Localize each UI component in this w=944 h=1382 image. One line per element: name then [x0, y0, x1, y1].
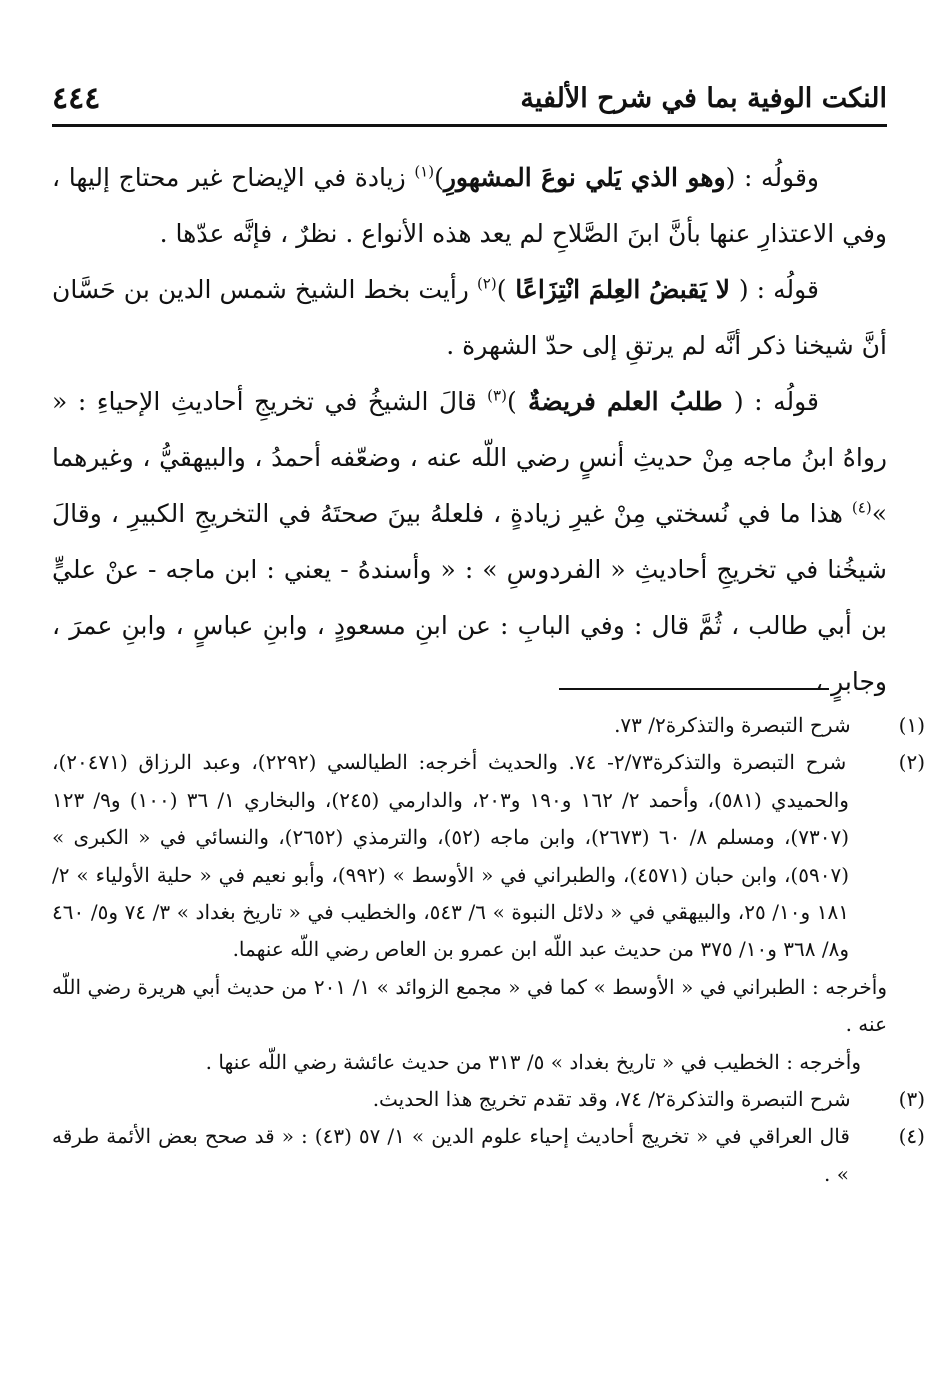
- footnote-3-text: شرح التبصرة والتذكرة٢/ ٧٤، وقد تقدم تخريج هذا الحديث.: [372, 1087, 851, 1112]
- paragraph-2: [52, 262, 887, 374]
- footnote-ref-4: (٤): [851, 498, 872, 517]
- footnote-1-label: (١): [898, 713, 925, 737]
- p3-text-2: هذا ما في نُسختي مِنْ غيرِ زيادةٍ ، فلعلهُ بينَ صحتَهُ في التخريجِ الكبيرِ ، وقالَ شيخُنا في تخريجِ أحاديثِ « الفردوسِ » : « وأسندهُ - يعني : ابن ماجه - عنْ عليٍّ بن أبي طالب ، ثُمَّ قال : وفي البابِ : عن ابنِ مسعودٍ ، وابنِ عباسٍ ، وابنِ عمرَ ، وجابرٍ ،: [52, 499, 887, 696]
- footnote-1-text: شرح التبصرة والتذكرة٢/ ٧٣.: [614, 713, 851, 737]
- main-text: [52, 150, 887, 710]
- footnote-ref-1: (١): [414, 162, 435, 181]
- footnote-2-para-3-text: وأخرجه : الخطيب في « تاريخ بغداد » ٥/ ٣١٣ من حديث عائشة رضي اللّه عنها .: [205, 1049, 861, 1074]
- footnote-2-para-2: [52, 969, 887, 1044]
- footnote-2-label: (٢): [898, 750, 925, 775]
- footnotes: [52, 707, 925, 1193]
- footnote-ref-2: (٢): [476, 274, 497, 293]
- footnote-2-text: شرح التبصرة والتذكرة٢/٧٣- ٧٤. والحديث أخرجه: الطيالسي (٢٢٩٢)، وعبد الرزاق (٢٠٤٧١)، والحميدي (٥٨١)، وأحمد ٢/ ١٦٢ و١٩٠ و٢٠٣، والدارمي (٢٤٥)، والبخاري ١/ ٣٦ (١٠٠) و٩/ ١٢٣ (٧٣٠٧)، ومسلم ٨/ ٦٠ (٢٦٧٣)، وابن ماجه (٥٢)، والترمذي (٢٦٥٢)، والنسائي في « الكبرى » (٥٩٠٧)، وابن حبان (٤٥٧١)، والطبراني في « الأوسط » (٩٩٢)، وأبو نعيم في « حلية الأولياء » ٢/ ١٨١ و١٠/ ٢٥، والبيهقي في « دلائل النبوة » ٦/ ٥٤٣، والخطيب في « تاريخ بغداد » ٣/ ٧٤ و٥/ ٤٦٠ و٨/ ٣٦٨ و١٠/ ٣٧٥ من حديث عبد اللّه ابن عمرو بن العاص رضي اللّه عنهما.: [52, 750, 849, 962]
- p2-lead: قولُه : (: [738, 275, 819, 304]
- p3-quote: طلبُ العلم فريضةٌ: [516, 387, 734, 416]
- footnote-2-para-3: [52, 1044, 887, 1081]
- p1-text: زيادة في الإيضاح غير محتاج إليها ، وفي الاعتذارِ عنها بأنَّ ابنَ الصَّلاحِ لم يعد هذه الأنواع . نظرٌ ، فإنَّه عدّها .: [52, 163, 887, 248]
- page-number: ٤٤٤: [52, 81, 101, 116]
- footnote-4: [52, 1118, 925, 1193]
- running-title: النكت الوفية بما في شرح الألفية: [520, 83, 887, 114]
- p1-close: ): [434, 163, 444, 192]
- footnote-3-label: (٣): [898, 1087, 925, 1112]
- footnote-2-para-2-text: وأخرجه : الطبراني في « الأوسط » كما في « مجمع الزوائد » ١/ ٢٠١ من حديث أبي هريرة رضي اللّه عنه .: [52, 974, 887, 1037]
- p3-text-1: قالَ الشيخُ في تخريجِ أحاديثِ الإحياءِ : « رواهُ ابنُ ماجه مِنْ حديثِ أنسٍ رضي اللّه عنه ، وضعّفه أحمدُ ، والبيهقيُّ ، وغيرهما »: [52, 387, 887, 528]
- footnote-separator: [559, 688, 829, 690]
- footnote-4-text: قال العراقي في « تخريج أحاديث إحياء علوم الدين » ١/ ٥٧ (٤٣) : « قد صحح بعض الأئمة طرقه » .: [52, 1124, 850, 1186]
- footnote-4-label: (٤): [898, 1124, 925, 1149]
- footnote-1: [52, 707, 925, 744]
- footnote-2: [52, 744, 925, 968]
- p2-close: ): [496, 275, 507, 304]
- header-rule: [52, 124, 887, 127]
- paragraph-1: [52, 150, 887, 262]
- footnote-ref-3: (٣): [487, 386, 507, 405]
- p3-lead: قولُه : (: [733, 387, 819, 416]
- p2-quote: لا يَقبضُ العِلمَ انْتِزَاعًا: [506, 275, 739, 304]
- footnote-3: [52, 1081, 925, 1118]
- p1-lead: وقولُه : (: [725, 163, 819, 192]
- p2-text: رأيت بخط الشيخ شمس الدين بن حَسَّان أنَّ شيخنا ذكر أنَّه لم يرتقِ إلى حدّ الشهرة .: [52, 275, 887, 360]
- page-header: [52, 68, 887, 118]
- p1-quote: وهو الذي يَلي نوعَ المشهورِ: [443, 163, 726, 192]
- paragraph-3: [52, 374, 887, 710]
- p3-close: ): [506, 387, 517, 416]
